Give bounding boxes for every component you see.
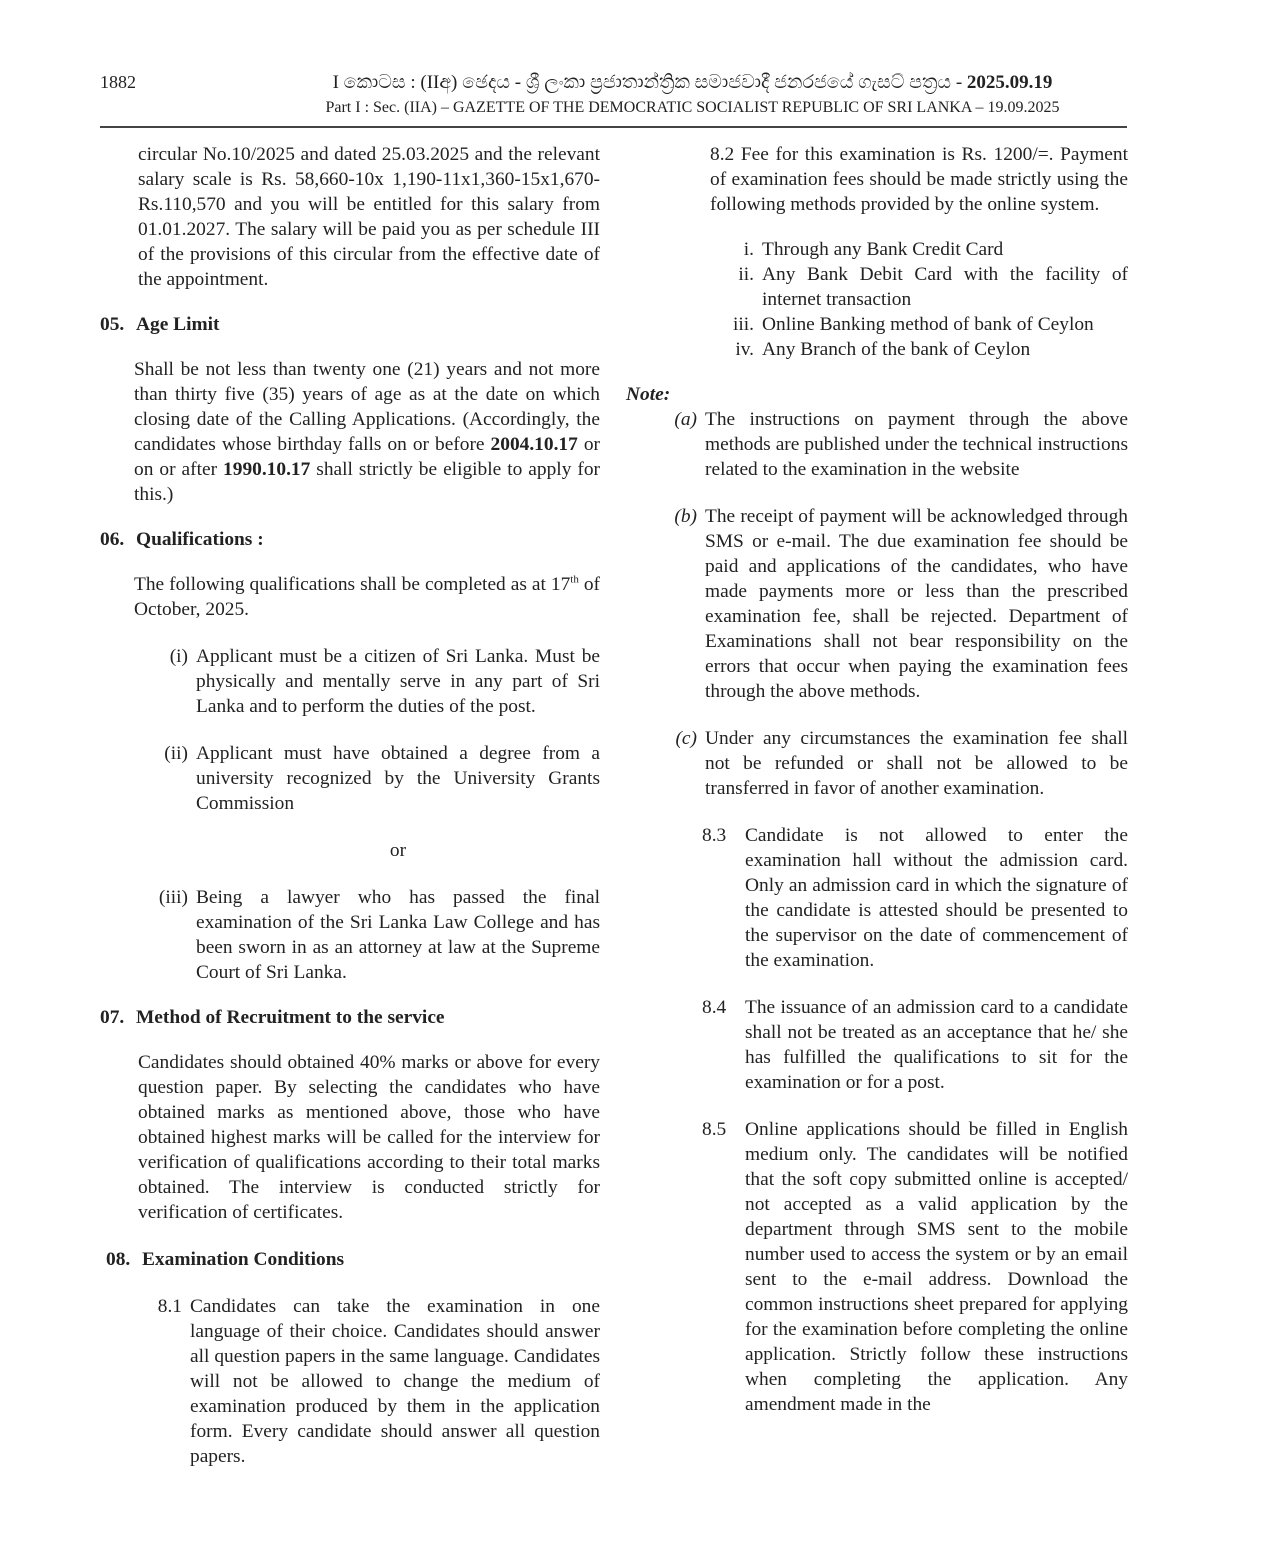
note-item	[662, 726, 1128, 801]
section-05-heading	[100, 312, 600, 337]
qualification-item	[150, 741, 600, 816]
section-07-number: 07.	[100, 1007, 125, 1028]
right-column	[626, 142, 1128, 1417]
salary-paragraph: circular No.10/2025 and dated 25.03.2025 and the relevant salary scale is Rs. 58,660-10x 1,190-11x1,360-15x1,670- Rs.110,570 and you will be entitled for this salary from 01.01.2027. The salary will be paid you as per schedule III of the provisions of this circular from the effective date of the appointment.	[138, 144, 600, 290]
payment-method-item	[724, 237, 1128, 262]
note-text: Under any circumstances the examination fee shall not be refunded or shall not be allowed to be transferred in favor of another examination.	[705, 728, 1128, 799]
qualification-item	[150, 885, 600, 985]
qualification-item-label: (ii)	[164, 743, 188, 764]
header-sinhala-title-text: I කොටස : (IIඅ) ඡෙදය - ශ්‍රී ලංකා ප්‍රජාතාන්ත්‍රික සමාජවාදී ජනරජයේ ගැසට් පත්‍රය -	[332, 72, 967, 93]
header-sinhala-title	[0, 72, 1275, 94]
section-08-heading	[106, 1247, 600, 1272]
note-item	[662, 407, 1128, 482]
age-limit-date-1: 2004.10.17	[490, 434, 578, 455]
payment-method-text: Through any Bank Credit Card	[762, 239, 1004, 260]
section-06-title: Qualifications :	[136, 529, 264, 550]
page-number: 1882	[100, 72, 136, 92]
note-title: Note:	[626, 384, 671, 405]
note-label: (a)	[674, 409, 697, 430]
payment-method-item	[724, 312, 1128, 337]
header-rule	[100, 126, 1127, 128]
exam-condition-item	[702, 823, 1128, 973]
note-text: The instructions on payment through the above methods are published under the technical instructions related to the examination in the website	[705, 409, 1128, 480]
exam-condition-text: Online applications should be filled in English medium only. The candidates will be notified that the soft copy submitted online is accepted/ not accepted as a valid application by the department through SMS sent to the mobile number used to access the system or by an email sent to the e-mail address. Download the common instructions sheet prepared for applying for the examination before completing the online application. Strictly follow these instructions when completing the application. Any amendment made in the	[745, 1119, 1128, 1415]
payment-method-text: Any Branch of the bank of Ceylon	[762, 339, 1031, 360]
qualifications-intro-sup: th	[570, 573, 579, 586]
exam-condition-item	[146, 1294, 600, 1469]
age-limit-text-c: shall strictly be eligible to apply for this.)	[134, 459, 600, 505]
exam-condition-item	[702, 1117, 1128, 1417]
qualification-item-label: (iii)	[158, 887, 188, 908]
header-sinhala-date: 2025.09.19	[966, 72, 1053, 93]
payment-method-item	[724, 262, 1128, 312]
payment-methods-list	[626, 237, 1128, 362]
qualification-item-text: Being a lawyer who has passed the final examination of the Sri Lanka Law College and has been sworn in as an attorney at law at the Supreme Court of Sri Lanka.	[196, 887, 600, 983]
section-05-number: 05.	[100, 314, 125, 335]
exam-condition-label: 8.1	[157, 1296, 182, 1317]
qualification-item-text: Applicant must be a citizen of Sri Lanka. Must be physically and mentally serve in any part of Sri Lanka and to perform the duties of the post.	[196, 646, 600, 717]
note-label: (c)	[675, 728, 697, 749]
recruitment-paragraph: Candidates should obtained 40% marks or above for every question paper. By selecting the candidates who have obtained marks as mentioned above, those who have obtained highest marks will be called for the interview for verification of qualifications according to their total marks obtained. The interview is conducted strictly for verification of certificates.	[138, 1052, 600, 1223]
exam-condition-label: 8.4	[702, 997, 727, 1018]
section-07-heading	[100, 1005, 600, 1030]
exam-condition-text: The issuance of an admission card to a candidate shall not be treated as an acceptance that he/ she has fulfilled the qualifications to sit for the examination or for a post.	[745, 997, 1128, 1093]
qualification-item	[150, 644, 600, 719]
qualification-item-label: (i)	[169, 646, 188, 667]
payment-method-label: i.	[743, 239, 754, 260]
header-english-title: Part I : Sec. (IIA) – GAZETTE OF THE DEMOCRATIC SOCIALIST REPUBLIC OF SRI LANKA – 19.09.2025	[325, 99, 1060, 116]
section-05-title: Age Limit	[136, 314, 220, 335]
qualifications-intro-b: of October, 2025.	[134, 574, 600, 620]
qualifications-intro-a: The following qualifications shall be completed as at 17	[134, 574, 571, 595]
fee-paragraph: 8.2 Fee for this examination is Rs. 1200/=. Payment of examination fees should be made strictly using the following methods provided by the online system.	[710, 144, 1128, 215]
qualification-item-text: Applicant must have obtained a degree from a university recognized by the University Grants Commission	[196, 743, 600, 814]
payment-method-label: iii.	[732, 314, 754, 335]
section-08-title: Examination Conditions	[142, 1249, 345, 1270]
exam-condition-text: Candidates can take the examination in one language of their choice. Candidates should answer all question papers in the same language. Candidates will not be allowed to change the medium of examination produced by them in the application form. Every candidate should answer all question papers.	[190, 1296, 600, 1467]
qualifications-intro	[134, 572, 600, 622]
exam-condition-text: Candidate is not allowed to enter the examination hall without the admission card. Only an admission card in which the signature of the candidate is attested should be presented to the supervisor on the date of commencement of the examination.	[745, 825, 1128, 971]
payment-method-label: ii.	[738, 264, 754, 285]
or-separator: or	[389, 840, 407, 861]
payment-method-text: Online Banking method of bank of Ceylon	[762, 314, 1094, 335]
payment-method-item	[724, 337, 1128, 362]
age-limit-paragraph	[134, 357, 600, 507]
note-label: (b)	[674, 506, 697, 527]
age-limit-text-a: Shall be not less than twenty one (21) years and not more than thirty five (35) years of age as at the date on which closing date of the Calling Applications. (Accordingly, the candidates whose birthday falls on or before	[134, 359, 600, 455]
exam-condition-label: 8.5	[702, 1119, 727, 1140]
note-text: The receipt of payment will be acknowledged through SMS or e-mail. The due examination fee should be paid and applications of the candidates, who have made payments more or less than the prescribed examination fee, shall be rejected. Department of Examinations shall not bear responsibility on the errors that occur when paying the examination fees through the above methods.	[705, 506, 1128, 702]
left-column	[100, 142, 600, 1469]
section-06-number: 06.	[100, 529, 125, 550]
section-07-title: Method of Recruitment to the service	[136, 1007, 445, 1028]
payment-method-text: Any Bank Debit Card with the facility of internet transaction	[762, 264, 1128, 310]
exam-condition-label: 8.3	[702, 825, 727, 846]
exam-condition-item	[702, 995, 1128, 1095]
payment-method-label: iv.	[735, 339, 754, 360]
age-limit-date-2: 1990.10.17	[223, 459, 311, 480]
section-08-number: 08.	[106, 1249, 131, 1270]
section-06-heading	[100, 527, 600, 552]
note-item	[662, 504, 1128, 704]
age-limit-text-b: or on or after	[134, 434, 600, 480]
